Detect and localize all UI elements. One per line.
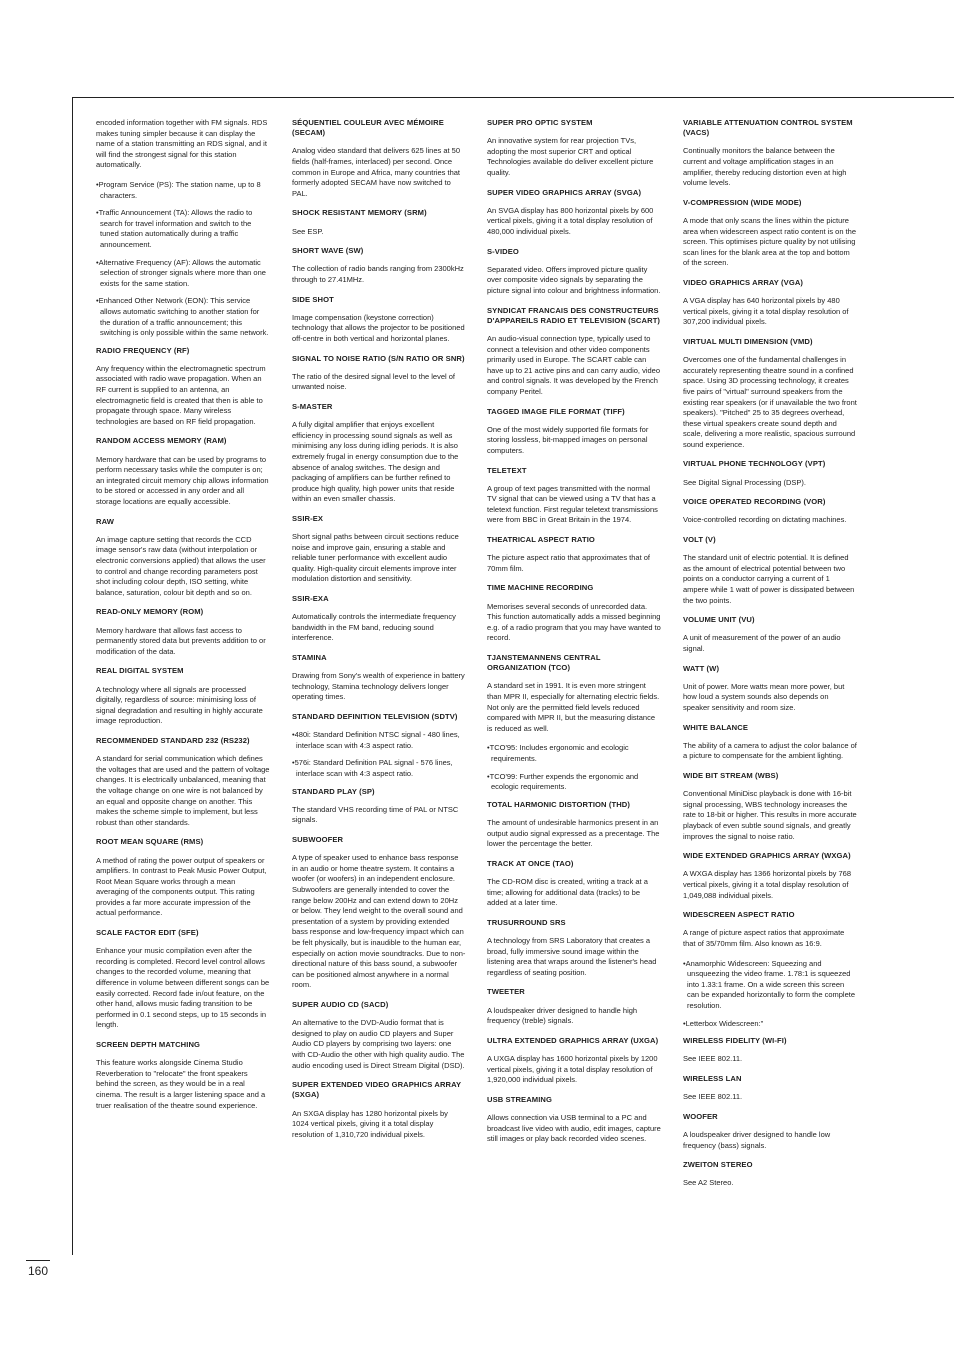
definition-text: Unit of power. More watts mean more power, but how loud a system sounds also depends on speaker sensitivity and room size. [683, 681, 845, 713]
definition-text: The ability of a camera to adjust the color balance of a picture to compensate for the ambient lighting. [683, 740, 857, 761]
term-heading: TAGGED IMAGE FILE FORMAT (TIFF) [487, 406, 625, 416]
definition-text: A technology from SRS Laboratory that creates a broad, fully immersive sound image within the listening area that wraps around the listener's head regardless of seating position. [487, 935, 657, 977]
definition-text: See A2 Stereo. [683, 1178, 734, 1188]
term-heading: WIRELESS FIDELITY (WI-FI) [683, 1036, 787, 1046]
definition-text: A VGA display has 640 horizontal pixels by 480 vertical pixels, giving it a total display resolution of 307,200 individual pixels. [683, 296, 849, 327]
term-heading: V-COMPRESSION (WIDE MODE) [683, 197, 802, 207]
term-heading: VIDEO GRAPHICS ARRAY (VGA) [683, 277, 804, 287]
bullet-item: •Program Service (PS): The station name, up to 8 characters. [96, 179, 261, 200]
definition-text: See ESP. [292, 226, 324, 236]
term-heading: RECOMMENDED STANDARD 232 (RS232) [96, 735, 250, 745]
term-heading: TJANSTEMANNENS CENTRAL ORGANIZATION (TCO) [487, 653, 601, 673]
term-heading: SSIR-EXA [292, 594, 329, 604]
definition-text: A loudspeaker driver designed to handle low frequency (bass) signals. [683, 1129, 831, 1150]
definition-text: Short signal paths between circuit sections reduce noise and improve gain, ensuring a stable and reliable tuner performance with excellent audio quality. High-quality circuit elements improve inter modulation distortion and sensitivity. [292, 532, 459, 584]
term-heading: WIDE BIT STREAM (WBS) [683, 771, 779, 781]
term-heading: RANDOM ACCESS MEMORY (RAM) [96, 436, 227, 446]
definition-text: A fully digital amplifier that enjoys excellent efficiency in processing sound signals as well as minimising any loss during idling periods. It is also extremely frugal in energy consumption due to the absence of analog switches. The design and packaging of amplifiers can be further refined to produce high quality, high power units that reside within an even smaller chassis. [292, 420, 459, 504]
definition-text: A range of picture aspect ratios that approximate that of 35/70mm film. Also known as 16:9. [683, 928, 845, 948]
term-heading: WIDE EXTENDED GRAPHICS ARRAY (WXGA) [683, 851, 851, 861]
definition-text: Separated video. Offers improved picture quality over composite video signals by separating the picture signal into colour and brightness information. [487, 264, 661, 295]
term-heading: USB STREAMING [487, 1094, 553, 1104]
definition-text: An SVGA display has 800 horizontal pixels by 600 vertical pixels, giving it a total display resolution of 480,000 individual pixels. [487, 205, 654, 236]
bullet-item: •Enhanced Other Network (EON): This service allows automatic switching to another station for the duration of a traffic announcement; this switching is only possible within the same network. [96, 296, 269, 338]
term-heading: WOOFER [683, 1111, 718, 1121]
definition-text: See Digital Signal Processing (DSP). [683, 477, 806, 487]
definition-text: An innovative system for rear projection TVs, adopting the most superior CRT and optical Technologies available do deliver excellent picture quality. [487, 136, 654, 177]
bullet-item: •Alternative Frequency (AF): Allows the automatic selection of stronger signals where more than one exists for the same station. [96, 257, 266, 288]
definition-text: A technology where all signals are processed digitally, regardless of source: minimising loss of signal degradation and resulting in highly accurate image reproduction. [96, 684, 263, 726]
definition-text: A standard for serial communication which defines the voltages that are used and the pattern of voltage changes. It is electrically unbalanced, meaning that the voltage change on one wire is not balanced by an equal and opposite change on another. This makes the scheme simple to implement, but less robust than other standards. [96, 754, 270, 827]
definition-text: The standard unit of electric potential. It is defined as the amount of electrical potential between two points on a conductor carrying a current of 1 ampere while 1 watt of power is dissipated between the two points. [683, 553, 855, 605]
term-heading: VIRTUAL MULTI DIMENSION (VMD) [683, 336, 813, 346]
term-heading: SUBWOOFER [292, 835, 344, 844]
definition-text: Memory hardware that allows fast access to permanently stored data but prevents addition to or modification of the data. [96, 625, 266, 656]
term-heading: ROOT MEAN SQUARE (RMS) [96, 837, 204, 847]
definition-text: Drawing from Sony's wealth of experience in battery technology, Stamina technology delivers longer operating times. [292, 671, 465, 702]
glossary-column-1 [96, 118, 270, 1120]
term-heading: SCALE FACTOR EDIT (SFE) [96, 928, 199, 938]
definition-text: Overcomes one of the fundamental challenges in accurately representing theatre sound in a confined space. Using 3D processing technology, it creates five pairs of "virtual" surround speakers from the existing rear speakers (or if unavailable the two front speakers). "Pitched" 25 to 35 degrees overhead, these virtual speakers create sound depth and scale, delivering a more realistic, spacious surround sound experience. [683, 355, 857, 449]
definition-text: Memory hardware that can be used by programs to perform necessary tasks while the computer is on; an integrated circuit memory chip allows information to be stored or accessed in any order and all storage locations are equally accessible. [96, 454, 269, 507]
term-heading: SUPER AUDIO CD (SACD) [292, 999, 389, 1009]
glossary-column-2 [292, 118, 466, 1149]
page-number: 160 [28, 1264, 49, 1278]
term-heading: VOICE OPERATED RECORDING (VOR) [683, 497, 826, 507]
bullet-item: •576i: Standard Definition PAL signal - 576 lines, interlace scan with 4:3 aspect ratio. [292, 758, 453, 779]
bullet-item: •480i: Standard Definition NTSC signal - 480 lines, interlace scan with 4:3 aspect ratio. [292, 730, 460, 750]
definition-text: Any frequency within the electromagnetic spectrum associated with radio wave propagation. When an RF current is supplied to an antenna, an electromagnetic field is created that then is able to propagate through space. Many wireless technologies are based on RF field propagation. [96, 363, 266, 426]
term-heading: SCREEN DEPTH MATCHING [96, 1040, 201, 1050]
term-heading: SIGNAL TO NOISE RATIO (S/N RATIO OR SNR) [292, 353, 465, 363]
term-heading: WATT (W) [683, 663, 720, 673]
term-heading: ZWEITON STEREO [683, 1160, 753, 1170]
definition-text: An SXGA display has 1280 horizontal pixels by 1024 vertical pixels, giving it a total display resolution of 1,310,720 individual pixels. [292, 1108, 448, 1139]
term-heading: VOLT (V) [683, 535, 716, 545]
term-heading: SSIR-EX [292, 513, 324, 523]
definition-text: The amount of undesirable harmonics present in an output audio signal expressed as a precentage. The lower the percentage the better. [487, 818, 660, 849]
definition-text: The ratio of the desired signal level to the level of unwanted noise. [292, 371, 456, 392]
definition-text: Automatically controls the intermediate frequency bandwidth in the FM band, reducing sound interference. [292, 612, 456, 643]
term-heading: STANDARD PLAY (SP) [292, 786, 375, 796]
definition-text: A type of speaker used to enhance bass response in an audio or home theatre system. It contains a woofer (or woofers) in an independent enclosure. Subwoofers are generally intended to cover the range below 200Hz and can extend down to 20Hz or below. They lend weight to the overall sound and presentation of a system by providing extended bass response and low-frequency impact which can be felt physically, but is inaudible to the human ear, especially on action movie soundtracks. Due to non-directional nature of this bass sound, a subwoofer can be positioned almost anywhere in a normal room. [292, 853, 466, 990]
definition-text: A group of text pages transmitted with the normal TV signal that can be viewed using a TV that has a teletext function. First regular teletext transmissions were from BBC in Great Britain in the 1974. [487, 483, 658, 525]
term-heading: S-MASTER [292, 401, 333, 411]
term-heading: VIRTUAL PHONE TECHNOLOGY (VPT) [683, 459, 826, 469]
definition-text: This feature works alongside Cinema Studio Reverberation to "relocate" the front speakers behind the screen, as they would be in a real cinema. The result is a larger listening space and a truer realisation of the theatre sound experience. [96, 1058, 266, 1110]
definition-text: A UXGA display has 1600 horizontal pixels by 1200 vertical pixels, giving it a total display resolution of 1,920,000 individual pixels. [487, 1053, 658, 1085]
term-heading: SUPER EXTENDED VIDEO GRAPHICS ARRAY (SXGA) [292, 1080, 462, 1100]
definition-text: Memorises several seconds of unrecorded data. This function automatically adds a missed beginning e.g. of a radio program that you may have wanted to record. [487, 601, 661, 643]
definition-text: A WXGA display has 1366 horizontal pixels by 768 vertical pixels, giving it a total display resolution of 1,049,088 individual pixels. [683, 869, 852, 900]
term-heading: TRUSURROUND SRS [487, 917, 566, 927]
term-heading: TOTAL HARMONIC DISTORTION (THD) [487, 799, 631, 809]
definition-text: encoded information together with FM signals. RDS makes tuning simpler because it can display the name of a station transmitting an RDS signal, and it will find the strongest signal for this station automatically. [96, 118, 268, 170]
bullet-item: •TCO'99: Further expends the ergonomic and ecologic requirements. [487, 771, 639, 792]
term-heading: VARIABLE ATTENUATION CONTROL SYSTEM (VACS) [683, 118, 853, 138]
definition-text: An image capture setting that records the CCD image sensor's raw data (without interpolation or electronic conversions applied) that allows the user to control and change recording parameters post shot including colour depth, ISO setting, white balance, saturation, colour bit depth and so on. [96, 534, 266, 597]
definition-text: Allows connection via USB terminal to a PC and broadcast live video with audio, edit images, capture still images or play back recorded video scenes. [487, 1112, 661, 1144]
term-heading: ULTRA EXTENDED GRAPHICS ARRAY (UXGA) [487, 1035, 659, 1045]
term-heading: REAL DIGITAL SYSTEM [96, 666, 184, 676]
term-heading: TRACK AT ONCE (TAO) [487, 858, 574, 868]
definition-text: Enhance your music compilation even after the recording is completed. Record level control allows changes to the recorded volume, meaning that difference in volume between different songs can be easily corrected. Record fade in/out feature, on the other hand, allows music fading transition to be performed in 0.1 second steps, up to 15 seconds in length. [96, 946, 270, 1030]
page-number-rule [26, 1260, 50, 1261]
definition-text: One of the most widely supported file formats for storing lossless, bit-mapped images on personal computers. [487, 424, 649, 455]
definition-text: Image compensation (keystone correction) technology that allows the projector to be positioned off-centre in both vertical and horizontal planes. [292, 312, 465, 343]
definition-text: Continually monitors the balance between the current and voltage amplification stages in an amplifier, thereby reducing distortion even at high volume levels. [683, 146, 847, 188]
bullet-item: •TCO'95: Includes ergonomic and ecologic requirements. [487, 743, 629, 764]
definition-text: The picture aspect ratio that approximates that of 70mm film. [487, 553, 651, 573]
definition-text: An audio-visual connection type, typically used to connect a television and other video components primarily used in Europe. The SCART cable can have up to 21 active pins and can carry audio, video and control signals. It was developed by the French company Peritel. [487, 333, 661, 396]
term-heading: SHOCK RESISTANT MEMORY (SRM) [292, 208, 427, 218]
term-heading: RAW [96, 516, 115, 526]
term-heading: STANDARD DEFINITION TELEVISION (SDTV) [292, 712, 458, 722]
term-heading: TWEETER [487, 987, 525, 997]
definition-text: An alternative to the DVD-Audio format that is designed to play on audio CD players and Super Audio CD players by comprising two layers: one with CD-Audio the other with high quality audio. The audio encoding used is Direct Stream Digital (DSD). [292, 1018, 465, 1070]
bullet-item: •Anamorphic Widescreen: Squeezing and unsqueezing the video frame. 1.78:1 is squeezed into 1.33:1 frame. On a wide screen this screen can be expanded horizontally to form the complete resolution. [683, 958, 856, 1010]
definition-text: See IEEE 802.11. [683, 1092, 743, 1102]
page-top-rule [72, 97, 954, 98]
glossary-column-4 [683, 118, 857, 1198]
term-heading: WIDESCREEN ASPECT RATIO [683, 910, 795, 920]
term-heading: TIME MACHINE RECORDING [487, 583, 594, 593]
definition-text: Voice-controlled recording on dictating machines. [683, 515, 847, 525]
definition-text: The CD-ROM disc is created, writing a track at a time; allowing for additional data (tracks) to be added at a later time. [487, 876, 648, 908]
definition-text: A mode that only scans the lines within the picture area when widescreen aspect ratio content is on the screen. This optimises picture quality by not utilising scan lines for the blank area at the top and bottom of the screen. [683, 215, 857, 268]
definition-text: A method of rating the power output of speakers or amplifiers. In contrast to Peak Music Power Output, Root Mean Square works through a mean averaging of the components output. This rating provides a far more accurate impression of the actual performance. [96, 855, 267, 918]
definition-text: A loudspeaker driver designed to handle high frequency (treble) signals. [487, 1005, 638, 1026]
term-heading: VOLUME UNIT (VU) [683, 615, 755, 625]
definition-text: Conventional MiniDisc playback is done with 16-bit signal processing, WBS technology increases the rate to 18-bit or higher. This results in more accurate playback of even subtle sound signals, and greatly improves the signal to noise ratio. [683, 789, 857, 841]
term-heading: TELETEXT [487, 465, 527, 475]
definition-text: The standard VHS recording time of PAL or NTSC signals. [292, 804, 459, 825]
definition-text: The collection of radio bands ranging from 2300kHz through to 27.41MHz. [292, 264, 464, 284]
term-heading: READ-ONLY MEMORY (ROM) [96, 607, 204, 617]
term-heading: THEATRICAL ASPECT RATIO [487, 535, 595, 545]
term-heading: SÉQUENTIEL COULEUR AVEC MÉMOIRE (SECAM) [292, 118, 444, 138]
definition-text: A standard set in 1991. It is even more stringent than MPR II, especially for alternating electric fields. Not only are the permitted field levels reduced compared with MPR II, but the measuring distance is reduced as well. [487, 681, 660, 733]
definition-text: A unit of measurement of the power of an audio signal. [683, 633, 841, 654]
term-heading: WIRELESS LAN [683, 1073, 742, 1083]
term-heading: SIDE SHOT [292, 294, 334, 304]
page-left-rule [72, 97, 73, 1255]
term-heading: SUPER VIDEO GRAPHICS ARRAY (SVGA) [487, 187, 642, 197]
definition-text: Analog video standard that delivers 625 lines at 50 fields (half-frames, interlaced) per second. Once common in Europe and Africa, many countries that formerly adopted SECAM have now switched to PAL. [292, 146, 461, 198]
term-heading: SYNDICAT FRANCAIS DES CONSTRUCTEURS D'APPAREILS RADIO ET TELEVISION (SCART) [487, 305, 661, 325]
term-heading: SHORT WAVE (SW) [292, 246, 364, 256]
bullet-item: •Letterbox Widescreen:" [683, 1018, 764, 1028]
term-heading: SUPER PRO OPTIC SYSTEM [487, 118, 593, 127]
definition-text: See IEEE 802.11. [683, 1054, 743, 1064]
term-heading: S-VIDEO [487, 246, 519, 256]
term-heading: RADIO FREQUENCY (RF) [96, 345, 190, 355]
bullet-item: •Traffic Announcement (TA): Allows the radio to search for travel information and switch to the tuned station automatically during a traffic announcement. [96, 208, 253, 249]
glossary-column-3 [487, 118, 661, 1154]
term-heading: STAMINA [292, 653, 327, 663]
term-heading: WHITE BALANCE [683, 722, 748, 732]
